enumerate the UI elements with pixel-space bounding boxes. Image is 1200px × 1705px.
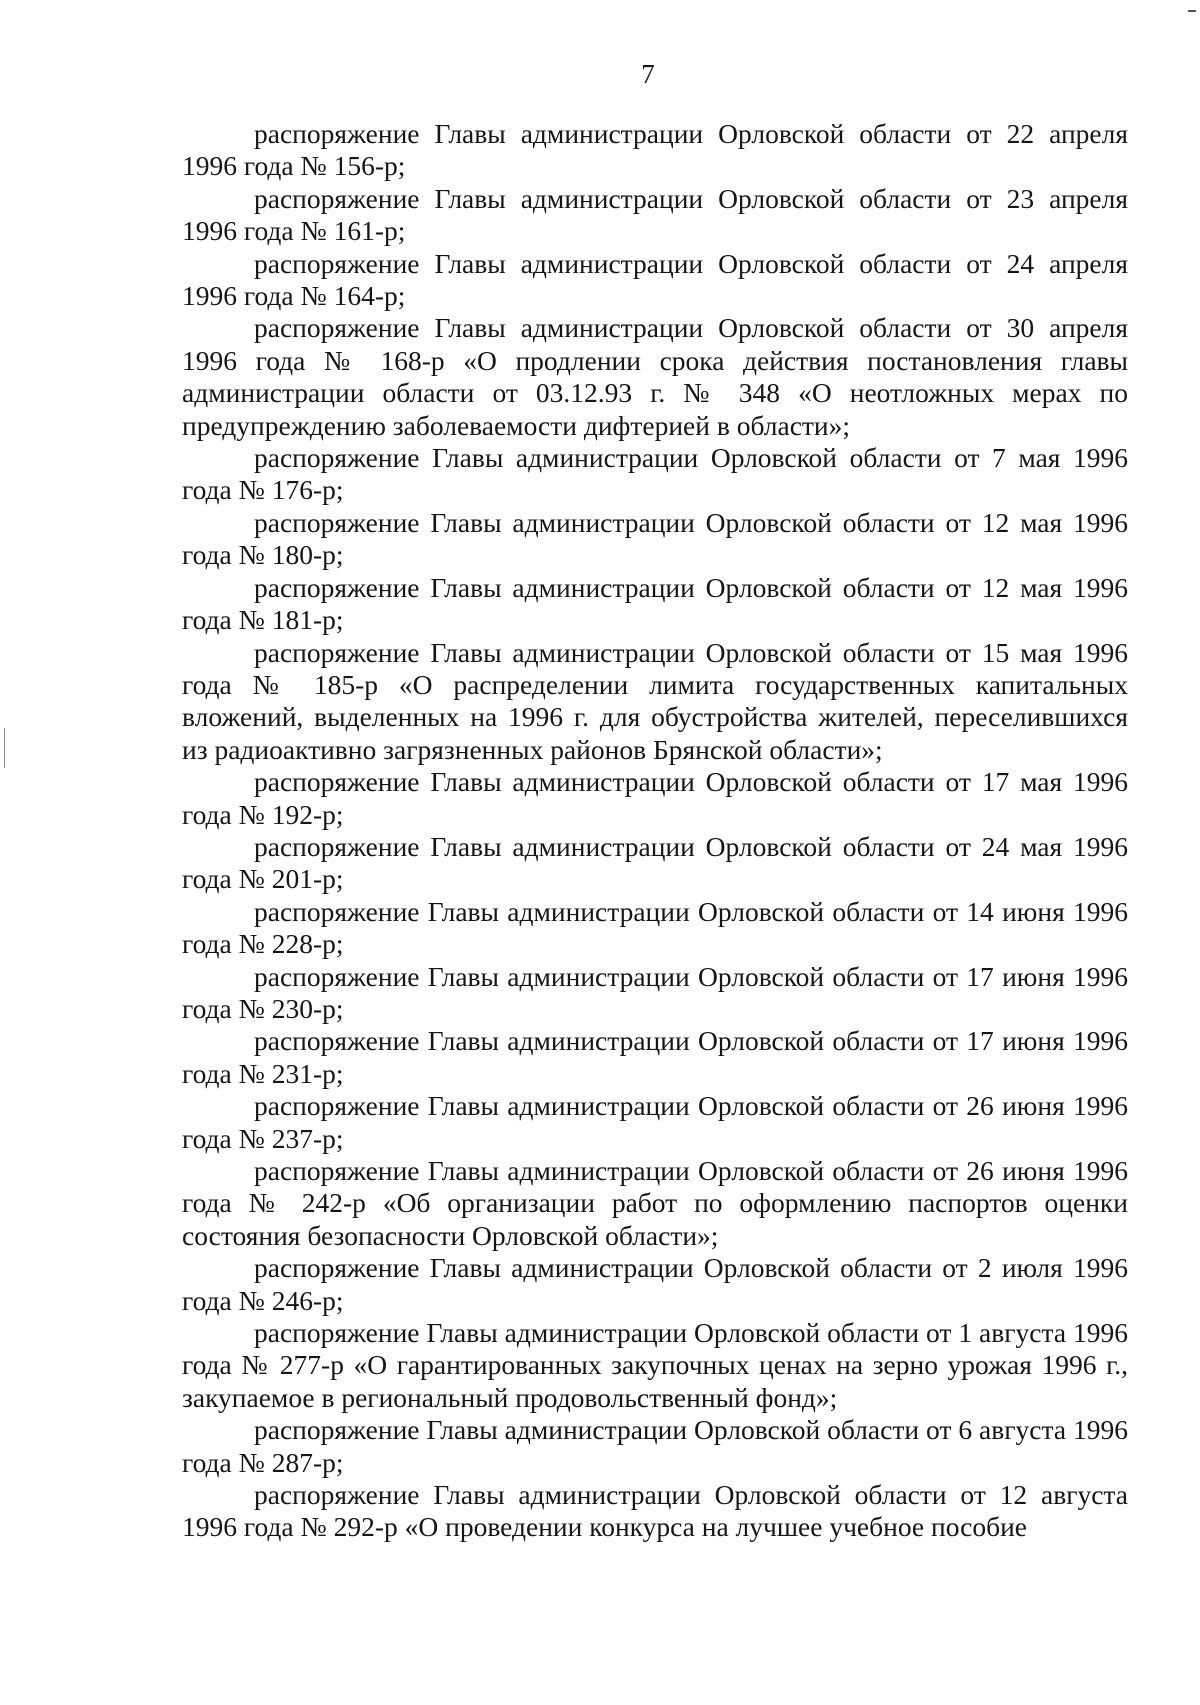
list-item: распоряжение Главы администрации Орловской области от 15 мая 1996 года № 185-р «О распределении лимита государственных капитальных вложений, выделенных на 1996 г. для обустройства жителей, переселившихся из радиоактивно загрязненных районов Брянской области»;	[182, 636, 1128, 765]
list-item: распоряжение Главы администрации Орловской области от 26 июня 1996 года № 242-р «Об организации работ по оформлению паспортов оценки состояния безопасности Орловской области»;	[182, 1155, 1128, 1251]
list-item: распоряжение Главы администрации Орловской области от 14 июня 1996 года № 228-р;	[182, 895, 1128, 960]
scan-artifact-top-right	[1188, 10, 1196, 12]
list-item: распоряжение Главы администрации Орловской области от 12 мая 1996 года № 181-р;	[182, 571, 1128, 636]
list-item: распоряжение Главы администрации Орловской области от 6 августа 1996 года № 287-р;	[182, 1414, 1128, 1478]
list-item: распоряжение Главы администрации Орловской области от 17 мая 1996 года № 192-р;	[182, 766, 1128, 830]
list-item: распоряжение Главы администрации Орловской области от 2 июля 1996 года № 246-р;	[182, 1252, 1128, 1316]
scan-artifact-left-margin	[4, 728, 5, 768]
list-item: распоряжение Главы администрации Орловской области от 26 июня 1996 года № 237-р;	[182, 1090, 1128, 1154]
document-body	[182, 118, 1128, 1544]
page-number: 7	[641, 59, 655, 89]
list-item: распоряжение Главы администрации Орловской области от 24 апреля 1996 года № 164-р;	[182, 247, 1128, 312]
list-item: распоряжение Главы администрации Орловской области от 22 апреля 1996 года № 156-р;	[182, 118, 1128, 182]
list-item: распоряжение Главы администрации Орловской области от 12 мая 1996 года № 180-р;	[182, 506, 1128, 571]
list-item: распоряжение Главы администрации Орловской области от 17 июня 1996 года № 230-р;	[182, 960, 1128, 1024]
list-item: распоряжение Главы администрации Орловской области от 24 мая 1996 года № 201-р;	[182, 830, 1128, 895]
list-item: распоряжение Главы администрации Орловской области от 17 июня 1996 года № 231-р;	[182, 1025, 1128, 1089]
list-item: распоряжение Главы администрации Орловской области от 23 апреля 1996 года № 161-р;	[182, 182, 1128, 247]
list-item: распоряжение Главы администрации Орловской области от 30 апреля 1996 года № 168-р «О продлении срока действия постановления главы администрации области от 03.12.93 г. № 348 «О неотложных мерах по предупреждению заболеваемости дифтерией в области»;	[182, 312, 1128, 441]
list-item: распоряжение Главы администрации Орловской области от 7 мая 1996 года № 176-р;	[182, 442, 1128, 506]
list-item: распоряжение Главы администрации Орловской области от 12 августа 1996 года № 292-р «О проведении конкурса на лучшее учебное пособие	[182, 1479, 1128, 1543]
list-item: распоряжение Главы администрации Орловской области от 1 августа 1996 года № 277-р «О гарантированных закупочных ценах на зерно урожая 1996 г., закупаемое в региональный продовольственный фонд»;	[182, 1317, 1128, 1413]
